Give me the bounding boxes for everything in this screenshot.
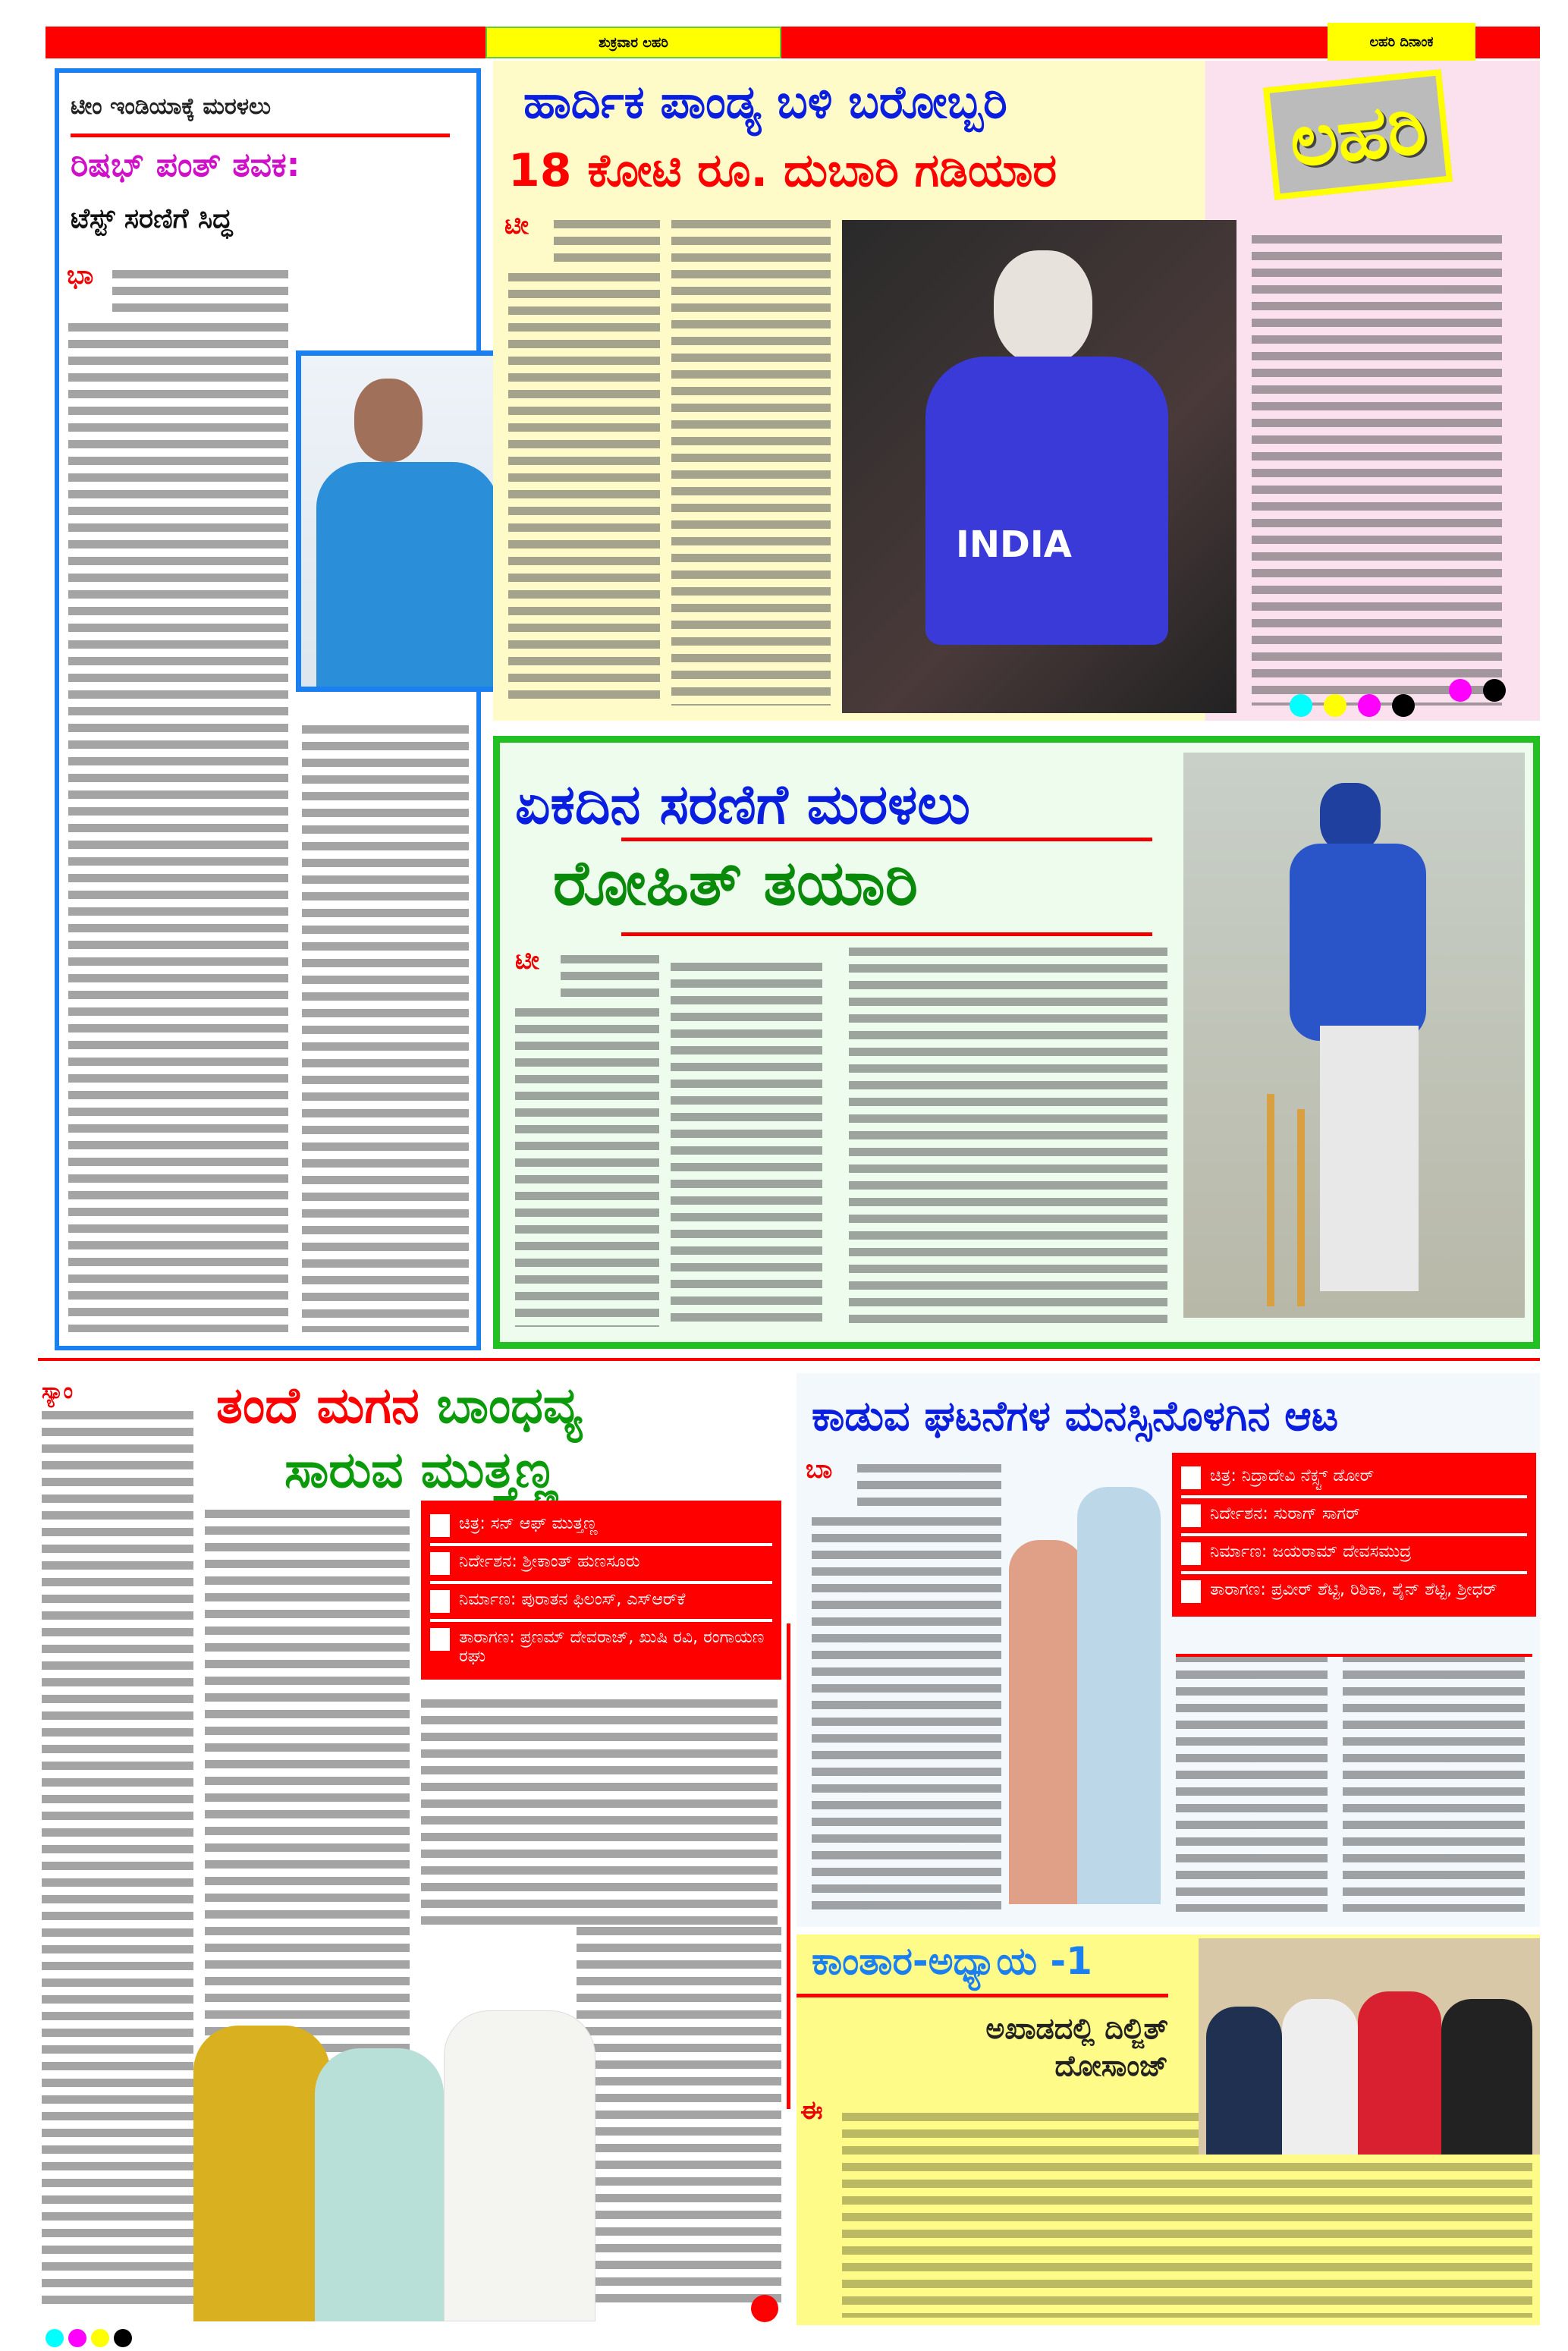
- article-body: [68, 323, 288, 1332]
- article-body: [112, 270, 288, 316]
- article-body: [421, 1699, 778, 1927]
- nidradevi-credits: [1172, 1453, 1536, 1617]
- article-body: [1176, 1654, 1328, 1912]
- color-dot: [91, 2329, 109, 2347]
- kantara-headline: ಕಾಂತಾರ-ಅಧ್ಯಾಯ -1: [812, 1939, 1092, 1983]
- credit-producer: ನಿರ್ಮಾಣ: ಜಯರಾಮ್ ದೇವಸಮುದ್ರ: [1210, 1542, 1412, 1561]
- color-dot: [114, 2329, 132, 2347]
- color-dot: [46, 2329, 64, 2347]
- drop-cap: ಸ್ಯಾಂ: [42, 1378, 74, 1403]
- credit-cast: ತಾರಾಗಣ: ಪ್ರವೀರ್ ಶೆಟ್ಟಿ, ರಿಶಿಕಾ, ಶೈನ್ ಶೆಟ್ಟಿ, ಶ್ರೀಧರ್: [1210, 1580, 1497, 1599]
- muttanna-photo: [171, 1950, 702, 2321]
- credit-director: ನಿರ್ದೇಶನ: ಶ್ರೀಕಾಂತ್ ಹುಣಸೂರು: [459, 1552, 640, 1571]
- column-rule: [787, 1623, 790, 2109]
- article-body: [561, 955, 659, 1001]
- drop-cap: ಟೀ: [515, 945, 539, 976]
- jersey-text: INDIA: [956, 523, 1072, 566]
- article-body: [671, 963, 822, 1327]
- color-dot: [1358, 694, 1381, 717]
- article-body: [1252, 235, 1502, 706]
- article-body: [812, 1517, 1001, 1912]
- nidradevi-headline: ಕಾಡುವ ಘಟನೆಗಳ ಮನಸ್ಸಿನೊಳಗಿನ ಆಟ: [812, 1392, 1339, 1440]
- rishabh-headline: ರಿಷಭ್ ಪಂತ್ ತವಕ:: [71, 146, 300, 184]
- drop-cap: ಟೀ: [504, 210, 529, 240]
- divider: [71, 134, 450, 137]
- color-dot: [1483, 679, 1506, 702]
- color-dot: [751, 2295, 778, 2322]
- article-body: [857, 1464, 1001, 1510]
- credit-producer: ನಿರ್ಮಾಣ: ಪುರಾತನ ಫಿಲಂಸ್, ಎಸ್‌ಆರ್‌ಕೆ: [459, 1590, 686, 1609]
- divider: [797, 1994, 1168, 1997]
- drop-cap: ಬಾ: [806, 1454, 833, 1485]
- color-dot: [1449, 679, 1472, 702]
- muttanna-headline-1: [216, 1376, 583, 1435]
- drop-cap: ಈ: [800, 2095, 823, 2126]
- rishabh-article: [55, 68, 481, 1350]
- article-body: [302, 725, 469, 1332]
- article-body: [554, 220, 660, 266]
- hardik-photo: [842, 220, 1236, 713]
- credit-film: ಚಿತ್ರ: ಸನ್ ಆಫ್ ಮುತ್ತಣ್ಣ: [459, 1514, 598, 1533]
- section-title: ಲಹರಿ: [1263, 69, 1453, 200]
- drop-cap: ಭಾ: [67, 260, 94, 291]
- rishabh-photo: [296, 350, 523, 692]
- color-dot: [1290, 694, 1312, 717]
- divider: [621, 838, 1152, 841]
- rishabh-kicker: ಟೀಂ ಇಂಡಿಯಾಕ್ಕೆ ಮರಳಲು: [71, 93, 272, 120]
- credit-director: ನಿರ್ದೇಶನ: ಸುರಾಗ್ ಸಾಗರ್: [1210, 1504, 1360, 1523]
- rishabh-subhead: ಟೆಸ್ಟ್ ಸರಣಿಗೆ ಸಿದ್ಧ: [71, 203, 233, 234]
- muttanna-headline-2: ಸಾರುವ ಮುತ್ತಣ್ಣ: [284, 1441, 558, 1499]
- rohit-headline-2: ರೋಹಿತ್ ತಯಾರಿ: [553, 847, 919, 919]
- headline-part: ಬಾಂಧವ್ಯ: [436, 1376, 583, 1435]
- article-body: [1343, 1654, 1525, 1912]
- nidradevi-photo: [1001, 1441, 1176, 1912]
- divider: [621, 932, 1152, 936]
- color-dot: [1324, 694, 1346, 717]
- kantara-subhead: ಅಖಾಡದಲ್ಲಿ ದಿಲ್ಜಿತ್ ದೋಸಾಂಜ್: [985, 2012, 1168, 2083]
- article-body: [508, 273, 660, 706]
- date-label: ಲಹರಿ ದಿನಾಂಕ: [1328, 23, 1475, 61]
- top-label: ಶುಕ್ರವಾರ ಲಹರಿ: [485, 27, 781, 58]
- color-dot: [68, 2329, 86, 2347]
- article-body: [671, 220, 831, 706]
- article-body: [849, 948, 1167, 1327]
- hardik-headline-1: ಹಾರ್ದಿಕ ಪಾಂಡ್ಯ ಬಳಿ ಬರೋಬ್ಬರಿ: [523, 76, 1007, 129]
- rohit-photo: [1183, 753, 1525, 1318]
- section-divider: [38, 1358, 1540, 1361]
- credit-film: ಚಿತ್ರ: ನಿದ್ರಾದೇವಿ ನೆಕ್ಸ್ಟ್ ಡೋರ್: [1210, 1466, 1375, 1485]
- muttanna-credits: [421, 1501, 781, 1680]
- kantara-photo: [1199, 1938, 1540, 2155]
- hardik-headline-2: 18 ಕೋಟಿ ರೂ. ದುಬಾರಿ ಗಡಿಯಾರ: [508, 144, 1057, 197]
- headline-part: ತಂದೆ ಮಗನ: [216, 1376, 419, 1435]
- color-dot: [1392, 694, 1415, 717]
- credit-cast: ತಾರಾಗಣ: ಪ್ರಣಮ್ ದೇವರಾಜ್, ಖುಷಿ ರವಿ, ರಂಗಾಯಣ ರಘು: [459, 1628, 765, 1666]
- rohit-headline-1: ಏಕದಿನ ಸರಣಿಗೆ ಮರಳಲು: [515, 772, 970, 836]
- divider: [1176, 1654, 1532, 1657]
- top-banner: [46, 27, 1540, 58]
- article-body: [515, 1008, 659, 1327]
